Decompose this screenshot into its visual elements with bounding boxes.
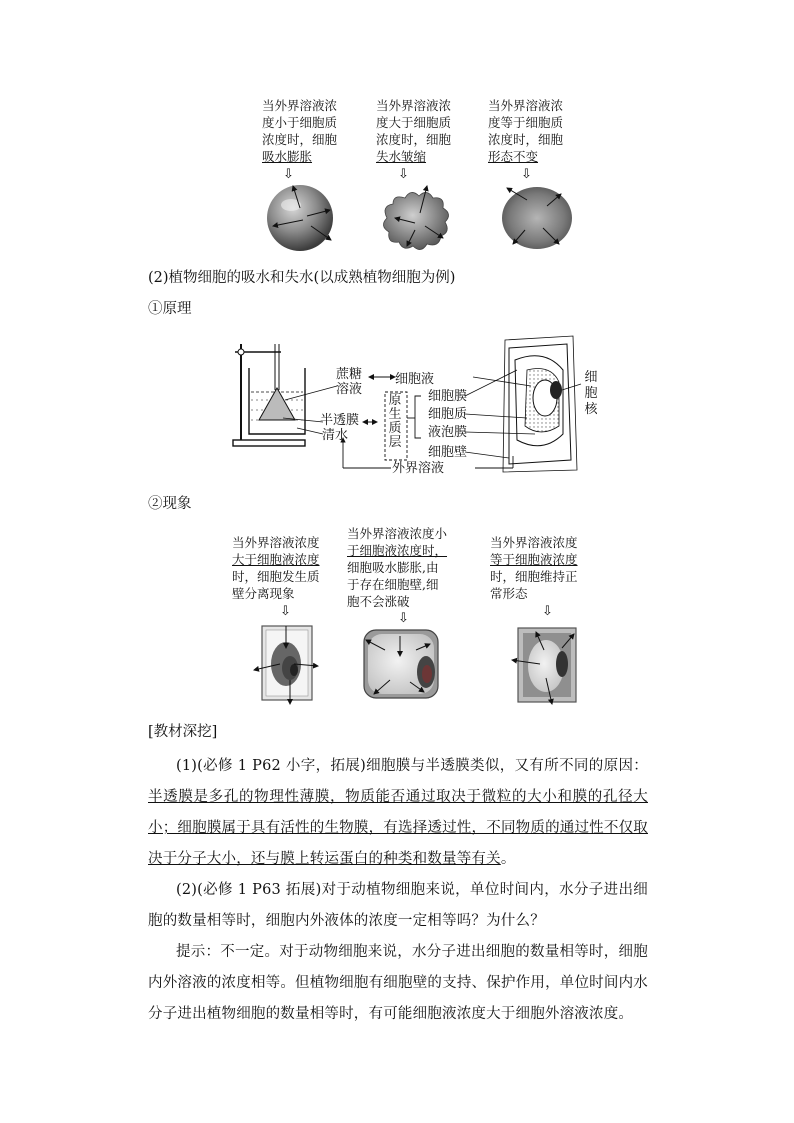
caption-plant-plasmolysis [232, 534, 320, 602]
label-char: 核 [584, 402, 598, 417]
caption-animal-shrink [376, 97, 451, 165]
label-cell-wall: 细胞壁 [428, 445, 468, 460]
label-external-solution: 外界溶液 [392, 461, 445, 476]
caption-line: 浓度时，细胞 [488, 132, 564, 147]
osmosis-diagram [225, 330, 620, 480]
caption-animal-normal [488, 97, 563, 165]
down-arrow-icon: ⇩ [398, 611, 409, 626]
caption-line: 常形态 [490, 586, 528, 601]
caption-line: 吸水膨胀 [262, 149, 313, 164]
caption-animal-swell [262, 97, 337, 165]
caption-plant-swell [347, 525, 447, 610]
normal-cell-image [502, 187, 572, 249]
label-cell-membrane: 细胞膜 [428, 389, 468, 404]
label-char: 胞 [584, 386, 598, 401]
hint-answer: 提示：不一定。对于动物细胞来说，水分子进出细胞的数量相等时，细胞内外溶液的浓度相等。但植物细胞有细胞壁的支持、保护作用，单位时间内水分子进出植物细胞的数量相等时，有可能细胞液浓度大于细胞外溶液浓度。 [148, 944, 648, 1022]
label-line: 溶液 [336, 382, 363, 397]
caption-line: 度大于细胞质 [376, 115, 452, 130]
section-title: (2)植物细胞的吸水和失水(以成熟植物细胞为例) [148, 270, 456, 286]
caption-line: 失水皱缩 [376, 149, 427, 164]
label-cell-sap: 细胞液 [395, 372, 435, 387]
label-char: 层 [388, 435, 402, 450]
question-1-end: 。 [500, 851, 516, 867]
caption-line: 当外界溶液浓 [488, 98, 564, 113]
label-vacuole-membrane: 液泡膜 [428, 425, 468, 440]
question-1 [148, 751, 648, 875]
caption-line: 当外界溶液浓度 [490, 535, 578, 550]
caption-plant-normal [490, 534, 578, 602]
caption-line: 形态不变 [488, 149, 539, 164]
label-char: 质 [388, 421, 402, 436]
caption-line: 胞不会涨破 [347, 594, 410, 609]
label-char: 原 [388, 393, 402, 408]
caption-line: 当外界溶液浓 [262, 98, 338, 113]
down-arrow-icon: ⇩ [283, 167, 294, 182]
shrunken-cell-image [383, 186, 448, 250]
label-cytoplasm: 细胞质 [428, 407, 468, 422]
normal-plant-cell-image [512, 628, 576, 704]
label-sucrose [336, 367, 362, 397]
caption-line: 时，细胞维持正 [490, 569, 578, 584]
animal-cells-illustration [255, 178, 595, 258]
caption-line: 大于细胞液浓度 [232, 552, 320, 567]
caption-line: 浓度时，细胞 [262, 132, 338, 147]
caption-line: 当外界溶液浓度小 [347, 526, 448, 541]
down-arrow-icon: ⇩ [398, 167, 409, 182]
question-1-answer: 半透膜是多孔的物理性薄膜，物质能否通过取决于微粒的大小和膜的孔径大小；细胞膜属于具有活性的生物膜，有选择透过性，不同物质的通过性不仅取决于分子大小，还与膜上转运蛋白的种类和数量等有关 [148, 789, 648, 867]
caption-line: 浓度时，细胞 [376, 132, 452, 147]
textbook-dig-heading: [教材深挖] [148, 724, 218, 740]
question-1-prefix: (1)(必修 1 P62 小字，拓展)细胞膜与半透膜类似，又有所不同的原因： [176, 758, 648, 774]
caption-line: 当外界溶液浓度 [232, 535, 320, 550]
label-semipermeable-membrane: 半透膜 [320, 413, 360, 428]
swollen-cell-image [267, 185, 333, 251]
caption-line: 时，细胞发生质 [232, 569, 320, 584]
label-clear-water: 清水 [322, 428, 349, 443]
label-char: 细 [584, 370, 598, 385]
caption-line: 于细胞液浓度时， [347, 543, 448, 558]
caption-line: 细胞吸水膨胀,由 [347, 560, 439, 575]
caption-line: 当外界溶液浓 [376, 98, 452, 113]
plasmolysis-cell-image [254, 626, 318, 704]
down-arrow-icon: ⇩ [521, 167, 532, 182]
caption-line: 度等于细胞质 [488, 115, 564, 130]
label-protoplast-layer [388, 394, 402, 450]
phenomenon-title: ②现象 [148, 496, 192, 512]
caption-line: 于存在细胞壁,细 [347, 577, 439, 592]
caption-line: 等于细胞液浓度 [490, 552, 578, 567]
label-nucleus [584, 370, 598, 418]
turgid-cell-image [364, 630, 438, 698]
label-line: 蔗糖 [336, 367, 363, 382]
plant-cells-illustration [240, 620, 580, 710]
down-arrow-icon: ⇩ [542, 604, 553, 619]
caption-line: 度小于细胞质 [262, 115, 338, 130]
label-char: 生 [388, 407, 402, 422]
down-arrow-icon: ⇩ [280, 604, 291, 619]
principle-title: ①原理 [148, 301, 192, 317]
question-2: (2)(必修 1 P63 拓展)对于动植物细胞来说，单位时间内，水分子进出细胞的数量相等时，细胞内外液体的浓度一定相等吗？为什么？ [148, 882, 648, 929]
caption-line: 壁分离现象 [232, 586, 295, 601]
